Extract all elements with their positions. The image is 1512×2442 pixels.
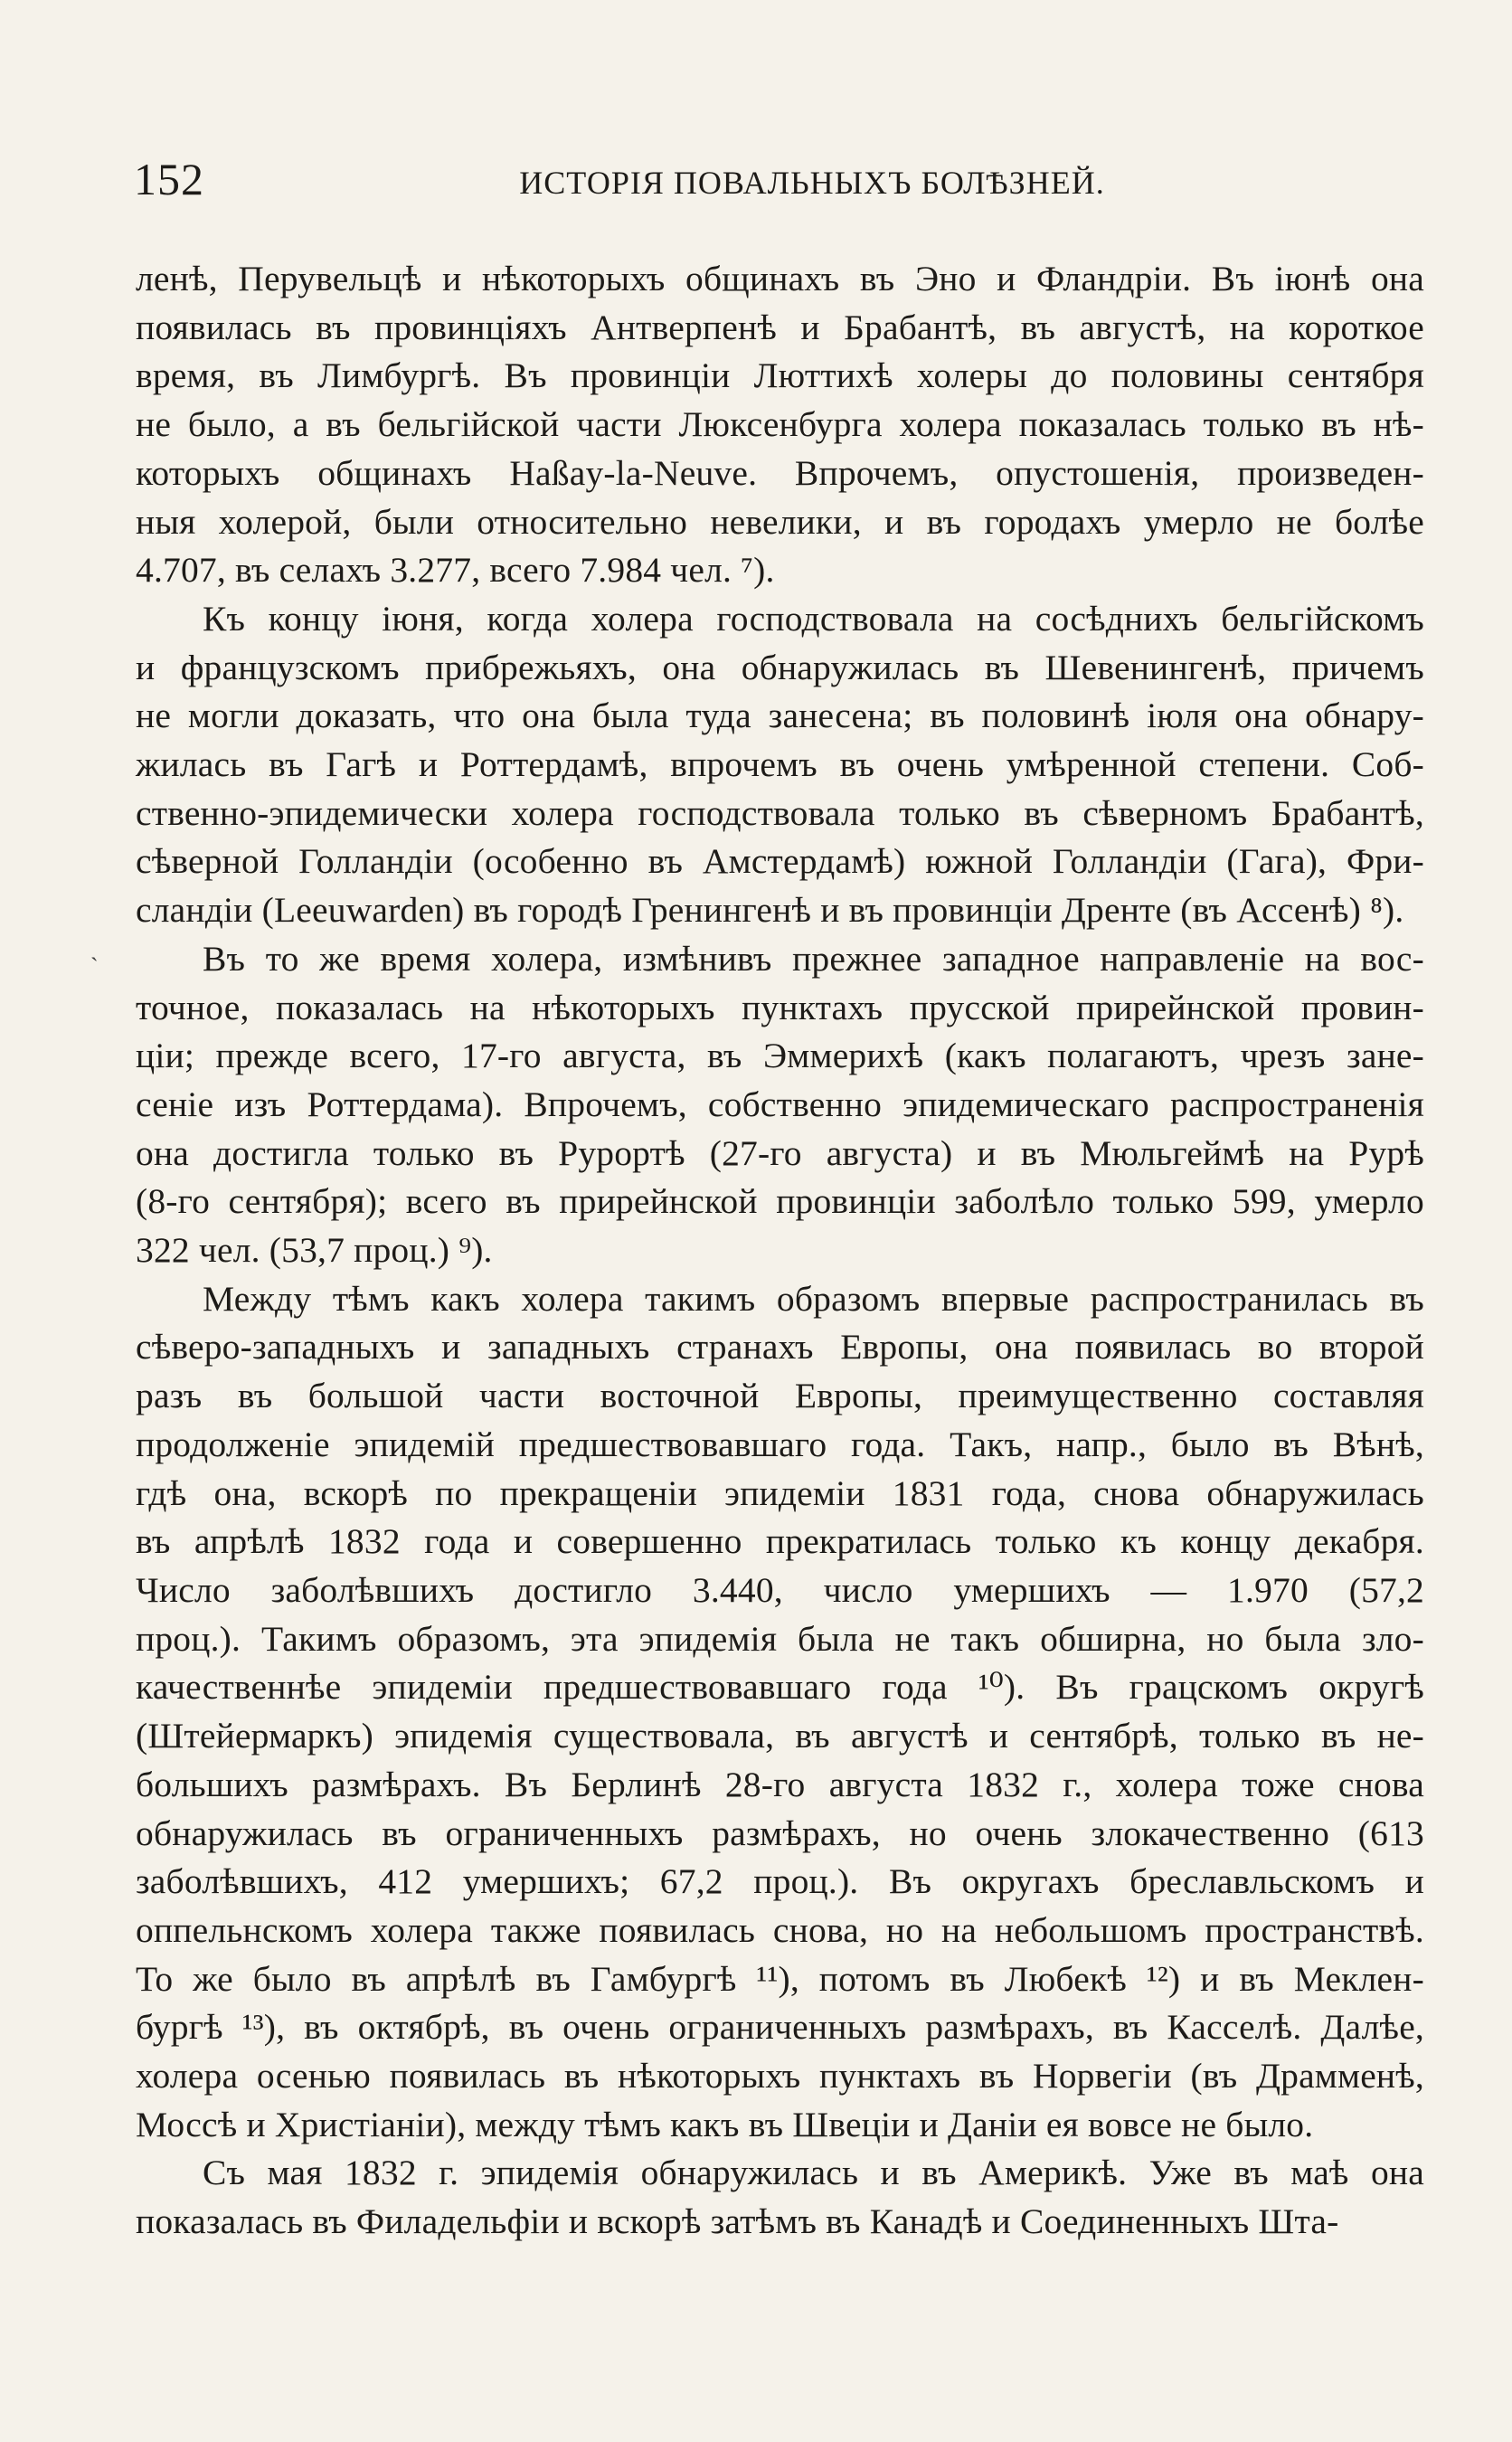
text-line: (Штейермаркъ) эпидемія существовала, въ августѣ и сентябрѣ, только въ не- [136, 1716, 1424, 1756]
text-line: Моссѣ и Христіаніи), между тѣмъ какъ въ Швеціи и Даніи ея вовсе не было. [136, 2104, 1314, 2144]
text-line: Между тѣмъ какъ холера такимъ образомъ впервые распространилась въ [203, 1278, 1424, 1319]
text-line: ціи; прежде всего, 17-го августа, въ Эммерихѣ (какъ полагаютъ, чрезъ зане- [136, 1036, 1424, 1076]
text-line: То же было въ апрѣлѣ въ Гамбургѣ ¹¹), потомъ въ Любекѣ ¹²) и въ Меклен- [136, 1958, 1424, 1999]
text-line: 4.707, въ селахъ 3.277, всего 7.984 чел. ⁷). [136, 550, 775, 591]
text-line: (8-го сентября); всего въ прирейнской провинціи заболѣло только 599, умерло [136, 1181, 1424, 1222]
page-header [134, 152, 1422, 215]
text-line: показалась въ Филадельфіи и вскорѣ затѣмъ въ Канадѣ и Соединенныхъ Шта- [136, 2201, 1339, 2242]
text-line: холера осенью появилась въ нѣкоторыхъ пунктахъ въ Норвегіи (въ Драмменѣ, [136, 2056, 1424, 2097]
paragraph [136, 255, 1424, 595]
text-line: ленѣ, Перувельцѣ и нѣкоторыхъ общинахъ въ Эно и Фландріи. Въ іюнѣ она [136, 259, 1424, 298]
text-line: Въ то же время холера, измѣнивъ прежнее западное направленіе на вос- [203, 938, 1424, 979]
text-line: сѣверо-западныхъ и западныхъ странахъ Европы, она появилась во второй [136, 1327, 1424, 1368]
page-number: 152 [134, 154, 204, 204]
text-line: и французскомъ прибрежьяхъ, она обнаружилась въ Шевенингенѣ, причемъ [136, 647, 1424, 687]
text-line: время, въ Лимбургѣ. Въ провинціи Люттихѣ холеры до половины сентября [136, 355, 1424, 396]
text-line: разъ въ большой части восточной Европы, преимущественно составляя [136, 1376, 1424, 1416]
text-line: сландіи (Leeuwarden) въ городѣ Гренингенѣ и въ провинціи Дренте (въ Ассенѣ) ⁸). [136, 890, 1404, 931]
text-line: она достигла только въ Рурортѣ (27-го августа) и въ Мюльгеймѣ на Рурѣ [136, 1132, 1424, 1173]
text-line: ственно-эпидемически холера господствовала только въ сѣверномъ Брабантѣ, [136, 792, 1424, 833]
margin-mark: ˋ [90, 953, 99, 980]
text-line: сѣверной Голландіи (особенно въ Амстердамѣ) южной Голландіи (Гага), Фри- [136, 841, 1424, 882]
text-line: бургѣ ¹³), въ октябрѣ, въ очень ограниченныхъ размѣрахъ, въ Касселѣ. Далѣе, [136, 2007, 1424, 2048]
text-line: не могли доказать, что она была туда занесена; въ половинѣ іюля она обнару- [136, 696, 1424, 736]
text-line: появилась въ провинціяхъ Антверпенѣ и Брабантѣ, въ августѣ, на короткое [136, 307, 1424, 347]
text-line: Съ мая 1832 г. эпидемія обнаружилась и въ Америкѣ. Уже въ маѣ она [203, 2153, 1424, 2193]
text-line: точное, показалась на нѣкоторыхъ пунктахъ прусской прирейнской провин- [136, 987, 1424, 1027]
text-line: ныя холерой, были относительно невелики, и въ городахъ умерло не болѣе [136, 501, 1424, 542]
text-line: большихъ размѣрахъ. Въ Берлинѣ 28-го августа 1832 г., холера тоже снова [136, 1764, 1424, 1804]
text-line: проц.). Такимъ образомъ, эта эпидемія была не такъ обширна, но была зло- [136, 1618, 1424, 1659]
paragraph [136, 1275, 1424, 2150]
running-title: ИСТОРІЯ ПОВАЛЬНЫХЪ БОЛѢЗНЕЙ. [519, 165, 1105, 201]
body-text [136, 255, 1424, 2247]
text-line: сеніе изъ Роттердама). Впрочемъ, собственно эпидемическаго распространенія [136, 1084, 1424, 1124]
text-line: Число заболѣвшихъ достигло 3.440, число умершихъ — 1.970 (57,2 [136, 1569, 1424, 1610]
text-line: гдѣ она, вскорѣ по прекращеніи эпидеміи 1831 года, снова обнаружилась [136, 1472, 1424, 1513]
text-line: въ апрѣлѣ 1832 года и совершенно прекратилась только къ концу декабря. [136, 1521, 1424, 1562]
paragraph [136, 595, 1424, 935]
paragraph [136, 2149, 1424, 2246]
text-line: Къ концу іюня, когда холера господствовала на сосѣднихъ бельгійскомъ [203, 598, 1424, 639]
paragraph [136, 935, 1424, 1275]
text-line: продолженіе эпидемій предшествовавшаго года. Такъ, напр., было въ Вѣнѣ, [136, 1424, 1424, 1464]
text-line: жилась въ Гагѣ и Роттердамѣ, впрочемъ въ очень умѣренной степени. Соб- [136, 744, 1424, 785]
text-line: 322 чел. (53,7 проц.) ⁹). [136, 1230, 493, 1271]
text-line: качественнѣе эпидеміи предшествовавшаго года ¹⁰). Въ грацскомъ округѣ [136, 1667, 1424, 1708]
text-line: оппельнскомъ холера также появилась снова, но на небольшомъ пространствѣ. [136, 1909, 1424, 1950]
text-line: обнаружилась въ ограниченныхъ размѣрахъ, но очень злокачественно (613 [136, 1813, 1424, 1853]
text-line: не было, а въ бельгійской части Люксенбурга холера показалась только въ нѣ- [136, 404, 1424, 445]
text-line: которыхъ общинахъ Haßay-la-Neuve. Впрочемъ, опустошенія, произведен- [136, 452, 1424, 493]
text-line: заболѣвшихъ, 412 умершихъ; 67,2 проц.). Въ округахъ бреславльскомъ и [136, 1861, 1424, 1902]
